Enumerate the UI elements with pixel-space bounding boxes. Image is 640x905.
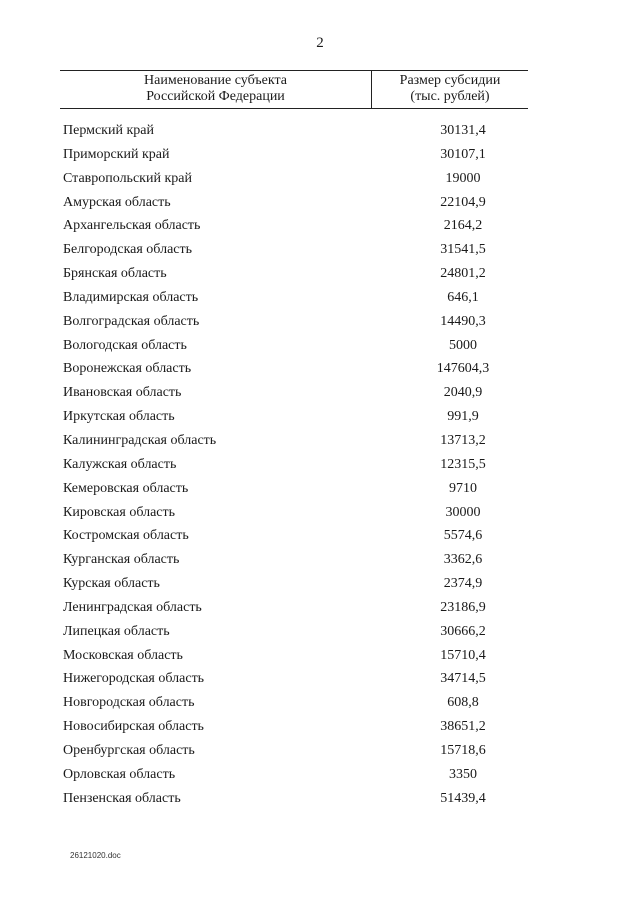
subject-name: Новгородская область	[63, 695, 195, 711]
table-row	[0, 360, 640, 384]
subsidy-amount: 30666,2	[440, 623, 486, 639]
subject-name: Ставропольский край	[63, 170, 192, 186]
subject-name: Кемеровская область	[63, 480, 189, 496]
subsidy-amount: 12315,5	[440, 456, 486, 472]
table-row	[0, 194, 640, 218]
subject-name: Иркутская область	[63, 409, 175, 425]
subject-name: Курская область	[63, 576, 160, 592]
subsidy-amount: 608,8	[447, 695, 479, 711]
subsidy-amount: 5574,6	[443, 528, 483, 544]
table-row	[0, 551, 640, 575]
table-row	[0, 432, 640, 456]
subject-name: Костромская область	[63, 528, 189, 544]
table-row	[0, 289, 640, 313]
subsidy-amount: 15710,4	[440, 647, 486, 663]
subject-name: Московская область	[63, 647, 183, 663]
subject-name: Пермский край	[63, 123, 154, 138]
subsidy-amount: 19000	[445, 170, 481, 186]
subject-name: Курганская область	[63, 552, 180, 568]
table-row	[0, 337, 640, 361]
subject-name: Калужская область	[63, 456, 177, 472]
subsidy-amount: 22104,9	[440, 194, 486, 210]
subsidy-amount: 3362,6	[443, 552, 483, 568]
table-row	[0, 790, 640, 814]
subject-name: Липецкая область	[63, 623, 170, 639]
header-column-subject-line1: Наименование субъекта	[144, 73, 287, 88]
table-row	[0, 504, 640, 528]
subsidy-amount: 991,9	[447, 409, 479, 425]
table-row	[0, 480, 640, 504]
subject-name: Новосибирская область	[63, 719, 204, 735]
table-row	[0, 718, 640, 742]
table-row	[0, 670, 640, 694]
table-header	[60, 70, 528, 109]
subsidy-amount: 5000	[449, 337, 477, 353]
subsidy-amount: 34714,5	[440, 671, 486, 687]
table-row	[0, 647, 640, 671]
subsidy-amount: 30107,1	[440, 146, 486, 162]
table-row	[0, 217, 640, 241]
subsidy-amount: 38651,2	[440, 719, 486, 735]
subsidy-amount: 15718,6	[440, 742, 486, 758]
subsidy-amount: 2164,2	[443, 218, 483, 234]
table-row	[0, 623, 640, 647]
subject-name: Калининградская область	[63, 432, 217, 448]
table-body	[0, 122, 640, 813]
subject-name: Приморский край	[63, 146, 170, 162]
subsidy-amount: 2374,9	[443, 576, 483, 592]
table-row	[0, 241, 640, 265]
subsidy-amount: 2040,9	[443, 385, 483, 401]
footer-file-code: 26121020.doc	[70, 851, 121, 860]
subject-name: Пензенская область	[63, 790, 181, 806]
subsidy-amount: 24801,2	[440, 266, 486, 282]
subject-name: Воронежская область	[63, 361, 192, 377]
table-row	[0, 265, 640, 289]
subject-name: Владимирская область	[63, 289, 199, 305]
subsidy-amount: 9710	[449, 480, 477, 496]
header-column-amount	[372, 73, 528, 105]
subsidy-amount: 30000	[445, 504, 481, 520]
subject-name: Ленинградская область	[63, 599, 202, 615]
subject-name: Брянская область	[63, 266, 167, 282]
table-row	[0, 146, 640, 170]
subsidy-amount: 147604,3	[436, 361, 490, 377]
table-row	[0, 170, 640, 194]
header-column-amount-line2: (тыс. рублей)	[410, 89, 490, 104]
subject-name: Кировская область	[63, 504, 176, 520]
header-column-subject	[60, 73, 371, 105]
header-column-subject-line2: Российской Федерации	[146, 89, 285, 104]
table-row	[0, 599, 640, 623]
subject-name: Архангельская область	[63, 218, 201, 234]
table-row	[0, 694, 640, 718]
subject-name: Белгородская область	[63, 242, 193, 258]
subsidy-amount: 646,1	[447, 289, 479, 305]
header-column-amount-line1: Размер субсидии	[399, 73, 501, 88]
table-row	[0, 742, 640, 766]
table-row	[0, 456, 640, 480]
subsidy-amount: 30131,4	[440, 123, 486, 138]
table-row	[0, 575, 640, 599]
subsidy-amount: 51439,4	[440, 790, 486, 806]
table-row	[0, 766, 640, 790]
table-row	[0, 122, 640, 146]
subsidy-amount: 23186,9	[440, 599, 486, 615]
subsidy-amount: 13713,2	[440, 432, 486, 448]
subject-name: Вологодская область	[63, 337, 187, 353]
subject-name: Орловская область	[63, 766, 176, 782]
subject-name: Нижегородская область	[63, 671, 205, 687]
table-row	[0, 384, 640, 408]
table-row	[0, 313, 640, 337]
subsidy-amount: 31541,5	[440, 242, 486, 258]
table-row	[0, 527, 640, 551]
table-row	[0, 408, 640, 432]
subject-name: Оренбургская область	[63, 742, 195, 758]
subsidy-amount: 3350	[449, 766, 477, 782]
page-number: 2	[316, 35, 324, 51]
subsidy-amount: 14490,3	[440, 313, 486, 329]
subject-name: Амурская область	[63, 194, 171, 210]
subject-name: Волгоградская область	[63, 313, 200, 329]
subject-name: Ивановская область	[63, 385, 182, 401]
